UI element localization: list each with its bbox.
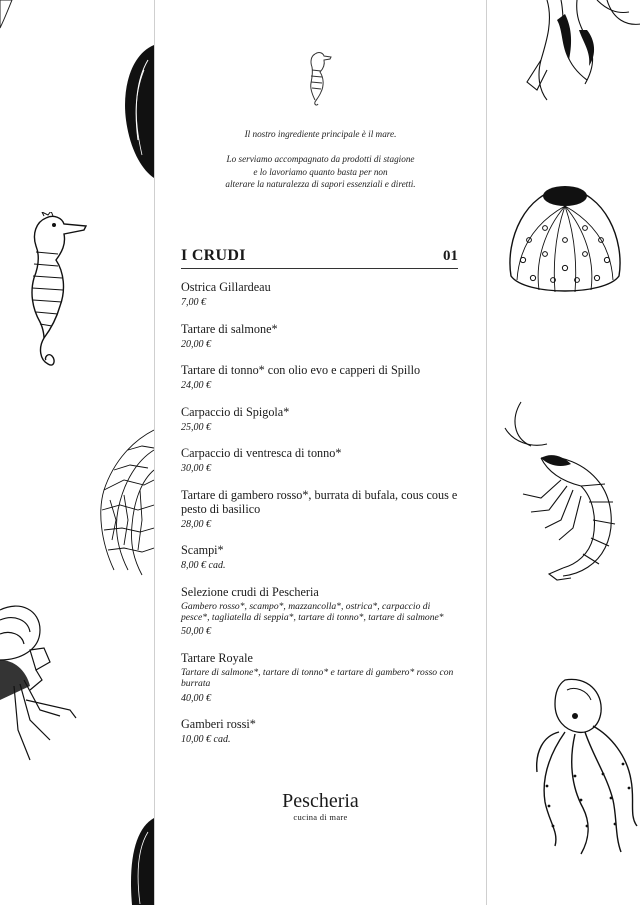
left-illustration-panel [0, 0, 155, 905]
section-title: I CRUDI [181, 247, 246, 264]
menu-item [181, 543, 458, 573]
shell-bottom-illustration [126, 818, 154, 905]
menu-item-name: Tartare di gambero rosso*, burrata di bufala, cous cous e pesto di basilico [181, 487, 458, 516]
menu-panel [155, 0, 486, 905]
menu-item [181, 405, 458, 435]
octopus-illustration [531, 676, 640, 866]
menu-item-name: Scampi* [181, 543, 224, 557]
menu-item [181, 363, 458, 393]
menu-item-name: Gamberi rossi* [181, 717, 256, 732]
brand-name: Pescheria [282, 790, 359, 812]
menu-item-price: 20,00 € [181, 338, 211, 350]
brand-tagline: cucina di mare [293, 812, 348, 822]
menu-item-name: Carpaccio di Spigola* [181, 404, 290, 419]
menu-item-price: 10,00 € cad. [181, 734, 231, 746]
menu-item [181, 280, 458, 310]
seaweed-illustration [517, 0, 640, 115]
menu-item-name: Ostrica Gillardeau [181, 280, 271, 294]
menu-item-name: Selezione crudi di Pescheria [181, 584, 319, 599]
intro-line-4: alterare la naturalezza di sapori essenziali e diretti. [225, 179, 416, 189]
intro-line-3: e lo lavoriamo quanto basta per non [253, 166, 388, 177]
seahorse-icon [303, 50, 333, 106]
menu-item [181, 446, 458, 476]
menu-item-price: 30,00 € [181, 463, 211, 474]
menu-item-description: Gambero rosso*, scampo*, mazzancolla*, ostrica*, carpaccio di pesce*, tagliatella di seppia*, tartare di tonno*, tartare di salmone* [181, 600, 444, 623]
menu-item [181, 651, 458, 706]
section-number: 01 [443, 248, 458, 264]
menu-item [181, 717, 458, 747]
intro-line-1: Il nostro ingrediente principale è il mare. [244, 129, 397, 139]
menu-item-name: Tartare di tonno* con olio evo e capperi di Spillo [181, 363, 421, 377]
menu-item-price: 25,00 € [181, 421, 211, 433]
crab-illustration [0, 600, 80, 770]
menu-items-list [181, 280, 458, 759]
menu-item-price: 40,00 € [181, 692, 211, 704]
right-illustration-panel [486, 0, 640, 905]
menu-item-name: Carpaccio di ventresca di tonno* [181, 446, 342, 460]
section-header [181, 246, 458, 269]
fish-fin-illustration [0, 0, 14, 30]
menu-item [181, 322, 458, 352]
intro-line-2: Lo serviamo accompagnato da prodotti di stagione [226, 154, 415, 164]
menu-item-price: 50,00 € [181, 626, 211, 638]
menu-item-name: Tartare Royale [181, 650, 253, 665]
menu-item-price: 24,00 € [181, 380, 211, 391]
shrimp-illustration [501, 398, 629, 584]
sea-urchin-illustration [505, 180, 625, 302]
seahorse-illustration [18, 212, 90, 380]
menu-item-name: Tartare di salmone* [181, 321, 278, 336]
menu-item-price: 8,00 € cad. [181, 560, 226, 571]
coral-illustration [94, 410, 154, 580]
intro-paragraph [155, 153, 486, 191]
shell-illustration [120, 40, 154, 180]
intro-text [155, 128, 486, 141]
menu-item-price: 7,00 € [181, 297, 206, 308]
menu-item [181, 488, 458, 532]
menu-item-description: Tartare di salmone*, tartare di tonno* e tartare di gambero* rosso con burrata [181, 666, 454, 690]
menu-item-price: 28,00 € [181, 518, 211, 530]
brand-footer [155, 790, 486, 823]
menu-item [181, 585, 458, 640]
